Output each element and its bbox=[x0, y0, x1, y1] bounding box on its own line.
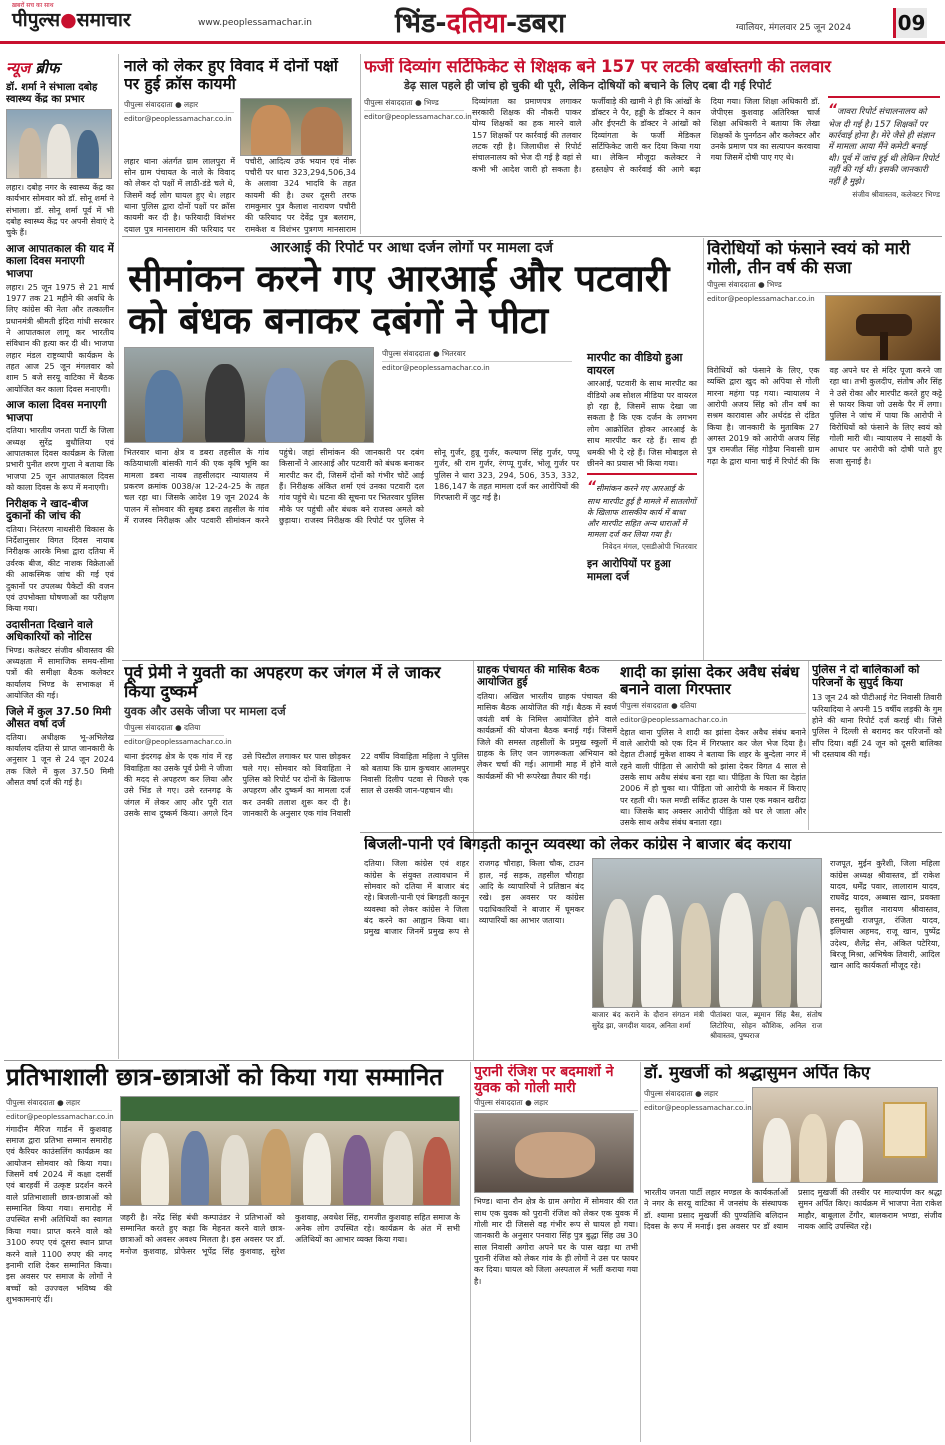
news-brief-title bbox=[6, 58, 114, 78]
brief-photo bbox=[6, 109, 112, 179]
column-divider bbox=[118, 54, 119, 1059]
brief-body: दतिया। अधीक्षक भू-अभिलेख कार्यालय दतिया से प्राप्त जानकारी के अनुसार 1 जून से 24 जून 2024 तक जिले में कुल 37.50 मिमी औसत वर्षा दर्ज की गई है। bbox=[6, 732, 114, 788]
brief-headline: उदासीनता दिखाने वाले अधिकारियों को नोटिस bbox=[6, 618, 93, 644]
email-link[interactable]: editor@peoplessamachar.co.in bbox=[644, 1103, 752, 1112]
byline: पीपुल्स संवाददाता ● भिण्ड bbox=[707, 278, 942, 293]
brand-part-1: पीपुल्स bbox=[12, 9, 61, 31]
row-divider bbox=[4, 1060, 942, 1061]
email-link[interactable]: editor@peoplessamachar.co.in bbox=[382, 363, 490, 372]
article-bandh bbox=[364, 836, 942, 1058]
photo-caption: बाजार बंद कराने के दौरान संगठन मंत्री सुरेंद्र झा, जगदीश यादव, अनिता शर्मा bbox=[592, 1010, 704, 1030]
article-fake-certificate bbox=[364, 58, 940, 234]
column-divider bbox=[640, 1062, 641, 1442]
brief-headline: डॉ. शर्मा ने संभाला दबोह स्वास्थ्य केंद्र का प्रभार bbox=[6, 82, 98, 105]
quote-text: सीमांकन करने गए आरआई के साथ मारपीट हुई है मामले में सातलोगों के खिलाफ शासकीय कार्य में बाधा और मारपीट सहित अन्य धाराओं में मामला दर्ज कर लिया गया है। bbox=[587, 484, 697, 539]
section-part-3: -डबरा bbox=[506, 8, 566, 39]
headline: ग्राहक पंचायत की मासिक बैठक आयोजित हुई bbox=[477, 664, 600, 689]
brand-part-2: समाचार bbox=[76, 9, 131, 31]
email-link[interactable]: editor@peoplessamachar.co.in bbox=[364, 112, 472, 121]
headline: डॉ. मुखर्जी को श्रद्धासुमन अर्पित किए bbox=[644, 1064, 870, 1082]
headline: बिजली-पानी एवं बिगड़ती कानून व्यवस्था को लेकर कांग्रेस ने बाजार बंद कराया bbox=[364, 836, 791, 853]
website-link[interactable]: www.peoplessamachar.in bbox=[198, 18, 312, 28]
section-part-1: भिंड- bbox=[395, 8, 447, 39]
article-photo bbox=[124, 347, 374, 443]
brief-title-a: न्यूज bbox=[6, 59, 36, 77]
photo-caption: पीतांबरा पाल, ब्यूमान सिंह बैस, संतोष लिटोरिया, सोहन कौशिक, अनिल राज श्रीवास्तव, पुष्पराज bbox=[710, 1010, 822, 1040]
article-body: थाना इंदरगढ़ क्षेत्र के एक गांव में रह विवाहिता का उसके पूर्व प्रेमी ने जीजा की मदद से अपहरण कर लिया और उसे भिंड ले गए। उसे रतनगढ़ के जंगल में लेकर आए और पूरी रात उसके साथ दुष्कर्म किया। अगले दिन उसे पिस्टौल लगाकर घर पास छोड़कर चले गए। सोमवार को विवाहिता ने पुलिस को रिपोर्ट पर दोनों के खिलाफ अपहरण और दुष्कर्म का मामला दर्ज कर उनकी तलाश शुरू कर दी है। जानकारी के अनुसार एक गांव निवासी 22 वर्षीय विवाहिता महिला ने पुलिस को बताया कि ग्राम कुचवार आलमपुर निवासी दिलीप पटवा से पिछले एक साल से उसकी जान-पहचान थी। bbox=[124, 752, 469, 818]
article-photo bbox=[120, 1096, 460, 1206]
byline: पीपुल्स संवाददाता ● भिण्ड bbox=[364, 96, 464, 111]
row-divider bbox=[122, 236, 942, 237]
official-quote bbox=[587, 473, 697, 540]
kicker: आरआई की रिपोर्ट पर आधा दर्जन लोगों पर मामला दर्ज bbox=[270, 240, 553, 256]
subheadline: युवक और उसके जीजा पर मामला दर्ज bbox=[124, 703, 286, 718]
email-link[interactable]: editor@peoplessamachar.co.in bbox=[620, 715, 728, 724]
article-body-continued: राजपूत, मुईन कुरैशी, जिला महिला कांग्रेस अध्यक्ष श्रीवास्तव, डॉ राकेश यादव, धर्मेंद्र पवार, लालाराम यादव, राघवेंद्र यादव, अब्बास खान, प्रवक्ता सनद, सुशील नारायण श्रीवास्तव, हसमुखी राजपूत, रंजिता यादव, इलियास अहमद, राजू खान, पुष्पेंद्र उदेश्य, शैलेंद्र सेन, अंकित पटेरिया, बिरजू मिश्रा, अभिषेक तिवारी, आदिल खान आदि कार्यकर्ता मौजूद रहे। bbox=[830, 859, 940, 971]
article-body: दतिया। अखिल भारतीय ग्राहक पंचायत की मासिक बैठक आयोजित की गई। बैठक में स्वर्ण जयंती वर्ष के निमित्त आयोजित होने वाले कार्यक्रमों की योजना बैठक बनाई गई। जिसमें जिले की समस्त तहसीलों के प्रमुख स्कूलों में ग्राहक के लिए जन जागरूकता अभियान को लेकर चर्चा की गई। आगामी माह में होने वाले कार्यक्रमों की भी रूपरेखा तैयार की गई। bbox=[477, 692, 617, 781]
page-section-title bbox=[395, 3, 565, 40]
email-link[interactable]: editor@peoplessamachar.co.in bbox=[6, 1112, 114, 1121]
quote-text: जावरा रिपोर्ट संचालनालय को भेज दी गई है। 157 शिक्षकों पर कार्रवाई होना है। मेरे जैसे ही संज्ञान में मामला आया मैंने कमेटी बनाई थी। पूर्व में जांच हुई थी लेकिन रिपोर्ट नहीं की गई थी। इसकी जानकारी नहीं है मुझे। bbox=[828, 106, 939, 187]
tagline: ख़बरों सच का साथ bbox=[12, 2, 54, 9]
headline: पुलिस ने दो बालिकाओं को परिजनों के सुपुर्द किया bbox=[812, 664, 920, 689]
email-link[interactable]: editor@peoplessamachar.co.in bbox=[124, 738, 232, 747]
side-body: आरआई, पटवारी के साथ मारपीट का वीडियो अब सोशल मीडिया पर वायरल हो रहा है, जिसमें साफ देखा जा सकता है कि एक दर्जन के लगभग लोग आक्रोशित होकर आरआई के साथ मारपीट कर रहे हैं। साथ ही धमकी भी दे रहे हैं। जिस मोबाइल से छीनने का प्रयास भी किया गया। bbox=[587, 379, 697, 468]
headline: पुरानी रंजिश पर बदमाशों ने युवक को गोली मारी bbox=[474, 1064, 614, 1097]
article-girls-returned bbox=[812, 664, 942, 832]
brief-headline: जिले में कुल 37.50 मिमी औसत वर्षा दर्ज bbox=[6, 705, 111, 731]
byline: पीपुल्स संवाददाता ● लहार bbox=[474, 1096, 638, 1111]
article-photo bbox=[592, 858, 822, 1008]
byline: पीपुल्स संवाददाता ● दतिया bbox=[620, 699, 806, 714]
article-marriage-fraud bbox=[620, 664, 806, 832]
headline: प्रतिभाशाली छात्र-छात्राओं को किया गया सम्मानित bbox=[6, 1064, 443, 1091]
brief-headline: निरीक्षक ने खाद-बीज दुकानों की जांच की bbox=[6, 497, 89, 523]
article-self-shooting bbox=[707, 240, 942, 658]
brief-title-b: ब्रीफ bbox=[35, 59, 60, 77]
side-headline: मारपीट का वीडियो हुआ वायरल bbox=[587, 350, 683, 378]
headline: नाले को लेकर हुए विवाद में दोनों पक्षों पर हुई क्रॉस कायमी bbox=[124, 58, 338, 93]
column-divider bbox=[470, 1062, 471, 1442]
brief-body: भिण्ड। कलेक्टर संजीव श्रीवास्तव की अध्यक्षता में सामाजिक समय-सीमा पत्रों की समीक्षा बैठक कलेक्टर कार्यालय भिण्ड के सभाकक्ष में आयोजित की गई। bbox=[6, 645, 114, 701]
headline: शादी का झांसा देकर अवैध संबंध बनाने वाला गिरफ्तार bbox=[620, 664, 800, 699]
article-body: 13 जून 24 को पीटीआई गेट निवासी तिवारी फरियादिया ने अपनी 15 वर्षीय लड़की के गुम होने की थाना रिपोर्ट दर्ज कराई थी। जिसे पुलिस ने दिल्ली से बरामद कर परिजनों को सौंप दिया। वहीं 24 जून को दूसरी बालिका भी दस्तयाब की गई। bbox=[812, 693, 942, 760]
brief-body: लहार। दबोह नगर के स्वास्थ्य केंद्र का कार्यभार सोमवार को डॉ. सोनू शर्मा ने संभाला। डॉ. सोनू शर्मा पूर्व में भी दबोह स्वास्थ्य केंद्र पर अपनी सेवाएं दे चुके हैं। bbox=[6, 183, 114, 238]
brief-headline: आज काला दिवस मनाएगी भाजपा bbox=[6, 399, 107, 424]
article-nale-dispute bbox=[124, 58, 356, 234]
article-body: दिव्यांगता का प्रमाणपत्र लगाकर सरकारी शिक्षक की नौकरी पाकर योग्य शिक्षकों का हक मारने वाले 157 शिक्षकों पर कार्रवाई की तलवार लटक रही है। जिलाधीश से रिपोर्ट संचालनालय को भेज दी गई है वहां से कभी भी आदेश जारी हो सकता है। फर्जीवाड़े की खामी ने ही कि आंखों के डॉक्टर ने पैर, हड्डी के डॉक्टर ने कान और ईएनटी के डॉक्टर ने आंखों को दिव्यांगता के फर्जी मेडिकल सर्टिफिकेट जारी कर दिया किया गया था। लेकिन मौजूदा कलेक्टर ने हस्तक्षेप से कार्रवाई की आगे बढ़ा दिया गया। जिला शिक्षा अधिकारी डॉ. जेपीएस कुशवाह अतिरिक्त चार्ज शिक्षा अधिकारी ने बताया कि लेखा शिक्षकों के पुनर्गठन और कलेक्टर और उनके प्रमाण पत्र का सत्यापन करवाया गया जिसमें दोषी पाए गए थे। bbox=[472, 96, 820, 174]
article-body: दतिया। जिला कांग्रेस एवं शहर कांग्रेस के संयुक्त तत्वावधान में सोमवार को दतिया में बाजार बंद रहे। बिजली-पानी एवं बिगड़ती कानून व्यवस्था को लेकर कांग्रेस ने जिला बंद करने का आह्वान किया था। प्रमुख बाजार जिनमें प्रमुख रूप से राजगढ़ चौराहा, किला चौक, टाउन हाल, नई सड़क, तहसील चौराहा आदि के व्यापारियों ने प्रतिष्ठान बंद रखे। इस अवसर पर कांग्रेस पदाधिकारियों ने बाजार में घूमकर व्यापारियों का आभार जताया। bbox=[364, 859, 584, 937]
side-headline: इन आरोपियों पर हुआ मामला दर्ज bbox=[587, 558, 671, 583]
article-photo bbox=[474, 1113, 634, 1193]
article-body: विरोधियों को फंसाने के लिए, एक व्यक्ति द्वारा खुद को अपिया से गोली मारना महंगा पड़ गया। न्यायालय ने आरोपी अजय सिंह को तीन वर्ष का सश्रम कारावास और अर्थदंड से दंडित किया है। जानकारी के मुताबिक 27 अगस्त 2019 को आरोपी अजय सिंह पुत्र रामजीत सिंह गोड़ैया निवासी ग्राम गढ़ा के द्वारा थाना चाई में रिपोर्ट की कि वह अपने घर से मंदिर पूजा करने जा रहा था। तभी कुलदीप, संतोष और सिंह ने उसे रोका और मारपीट करते हुए कट्टे से फायर किया जो उसके पैर में लगा। पुलिस ने जांच में पाया कि आरोपी ने विरोधियों को फंसाने के लिए स्वयं को गोली मारी थी। न्यायालय ने साक्ष्यों के आधार पर आरोपी को दोषी पाते हुए सजा सुनाई है। bbox=[707, 365, 942, 466]
quote-signature: संजीव श्रीवास्तव, कलेक्टर भिण्ड bbox=[852, 190, 940, 200]
masthead bbox=[0, 0, 945, 44]
email-link[interactable]: editor@peoplessamachar.co.in bbox=[707, 294, 815, 303]
logo-dot-icon: ● bbox=[60, 9, 77, 31]
article-student-honor bbox=[6, 1064, 466, 1442]
official-quote bbox=[828, 96, 940, 189]
brief-body: दतिया। भारतीय जनता पार्टी के जिला अध्यक्ष सुरेंद्र बुधौलिया एवं आपातकाल दिवस कार्यक्रम के जिला प्रभारी पुनीत शरण गुप्ता ने बताया कि भाजपा 25 जून आपातकाल दिवस को काला दिवस के रूप में मनाएगी। bbox=[6, 426, 114, 493]
page-number: 09 bbox=[893, 8, 927, 38]
byline: पीपुल्स संवाददाता ● लहार bbox=[6, 1096, 112, 1111]
article-shooting bbox=[474, 1064, 638, 1442]
news-brief-column bbox=[6, 58, 114, 1056]
headline: सीमांकन करने गए आरआई और पटवारी को बंधक बनाकर दबंगों ने पीटा bbox=[128, 257, 670, 342]
brief-body: दतिया। निरंतरण नाथसीरी विकास के निर्देशानुसार विगत दिवस नायाब निरीक्षक आरके मिश्रा द्वारा दतिया में उर्वरक बीज, कीट नाशक विक्रेताओं की आकस्मिक जांच की गई एवं दुकानों पर उपलब्ध पैकेटों की वजन एवं उपभोक्ता घोषणाओं का परीक्षण किया गया। bbox=[6, 524, 114, 614]
subheadline: डेढ़ साल पहले ही जांच हो चुकी थी पूरी, लेकिन दोषियों को बचाने के लिए दबा दी गई रिपोर्ट bbox=[404, 78, 772, 92]
article-body: लहार थाना अंतर्गत ग्राम लालपुरा में सोन ग्राम पंचायत के नाले के विवाद को लेकर दो पक्षों में लाठी-डंडे चले थे, जिसमें कई लोग घायल हुए थे। लहार थाना पुलिस द्वारा दोनों पक्षों पर क्रॉस कायमी कर दी है। फरियादी विशंभर दयाल पुत्र मानसाराम की फरियाद पर पचौरी, आदित्य उर्फ भयान एवं नीरू पचौरी पर धारा 323,294,506,34 के अलावा 324 भादवि के तहत कायमी की है। उधर दूसरी तरफ रामकुमार पुत्र कैलाश नारायण पचौरी की फरियाद पर देवेंद्र पुत्र बलराम, रामकेश व विशंभर पुत्रगण मानसाराम bbox=[124, 156, 356, 234]
column-divider bbox=[703, 238, 704, 660]
article-photo bbox=[240, 98, 352, 156]
portrait-frame-icon bbox=[883, 1102, 927, 1158]
article-body: देहात थाना पुलिस ने शादी का झांसा देकर अवैध संबंध बनाने वाले आरोपी को एक दिन में गिरफ्तार कर जेल भेज दिया है। देहात टीआई मुकेश शाक्य ने बताया कि शहर के बुन्देला नगर में रहने वाली पीड़िता से आरोपी को झांसा देकर विगत 4 साल से उसके साथ अवैध संबंध बना रहा था। पीड़िता के पिता का देहांत 2006 में हो चुका था। पीड़िता जो आरोपी के मकान में किराए पर रहती थी। फल मण्डी सर्किट हाउस के पास एक मकान खरीदा था। जिसके बाद अक्सर आरोपी पीड़िता को घर ले जाता और उसके साथ अवैध संबंध बनाता रहा। bbox=[620, 727, 806, 828]
quote-mark-icon: “ bbox=[587, 479, 597, 496]
quote-signature: निवेदन मंगल, एसडीओपी भितरवार bbox=[602, 542, 697, 552]
headline: फर्जी दिव्यांग सर्टिफिकेट से शिक्षक बने 157 पर लटकी बर्खास्तगी की तलवार bbox=[364, 58, 832, 76]
article-ri-attack bbox=[124, 240, 699, 658]
newspaper-logo bbox=[12, 6, 131, 32]
article-mukherjee-tribute bbox=[644, 1064, 942, 1442]
byline: पीपुल्स संवाददाता ● लहार bbox=[124, 98, 234, 113]
article-body: भारतीय जनता पार्टी लहार मण्डल के कार्यकर्ताओं ने नगर के सरयू वाटिका में जनसंघ के संस्थापक डॉ. श्यामा प्रसाद मुखर्जी की पुण्यतिथि बलिदान दिवस के रूप में मनाई। इस अवसर पर डॉ श्याम प्रसाद मुखर्जी की तस्वीर पर माल्यार्पण कर श्रद्धा सुमन अर्पित किए। कार्यक्रम में भाजपा नेता राकेश माहौर, बाबूलाल टेंगौर, बालकराम भण्डा, संजीव नायक आदि उपस्थित रहे। bbox=[644, 1187, 942, 1232]
quote-mark-icon: “ bbox=[828, 101, 838, 118]
article-body-continued: जहरी है। नरेंद्र सिंह बंधी कम्पाउंडर ने प्रतिभाओं को सम्मानित करते हुए कहा कि मेहनत करने वाले छात्र-छात्राओं को अवसर अवश्य मिलता है। इस अवसर पर डॉ. मनोज कुशवाह, प्रोफेसर भूपेंद्र सिंह कुशवाह, सुरेश कुशवाह, अवधेश सिंह, रामजीत कुशवाह सहित समाज के अनेक लोग उपस्थित रहे। कार्यक्रम के अंत में सभी अतिथियों का आभार व्यक्त किया गया। bbox=[120, 1212, 460, 1256]
byline: पीपुल्स संवाददाता ● दतिया bbox=[124, 721, 224, 736]
article-consumer-meeting bbox=[477, 664, 617, 832]
dateline: ग्वालियर, मंगलवार 25 जून 2024 bbox=[736, 23, 852, 33]
column-divider bbox=[360, 54, 361, 234]
article-body: भितरवार थाना क्षेत्र व डबरा तहसील के गांव कठियाथाली बांसकी गार्न की एक कृषि भूमि का मामला डबरा नायब तहसीलदार न्यायालय में प्रकरण क्रमांक 0038/अ 12-24-25 के तहत चल रहा था। जिसके आदेश 19 जून 2024 के पालन में सोमवार की सुबह डबरा तहसील के गांव में राजस्व निरीक्षक और पटवारी सीमांकन करने पहुंचे। जहां सीमांकन की जानकारी पर दबंग किसानों ने आरआई और पटवारी को बंधक बनाकर मारपीट कर दी, जिसमें दोनों को गंभीर चोटें आई हैं। निरीक्षक अंकित शर्मा एवं उनका पटवारी दल गांव पहुंचे थे। घटना की सूचना पर भितरवार पुलिस मौके पर पहुंची और बंधक बने राजस्व अमले को छुड़ाया। राजस्व निरीक्षक की रिपोर्ट पर पुलिस ने सोनू गुर्जर, हुन्नू गुर्जर, कल्याण सिंह गुर्जर, पप्पू गुर्जर, श्री राम गुर्जर, रंगप्पू गुर्जर, भोलू गुर्जर पर पुलिस ने धारा 323, 294, 506, 353, 332, 186,147 के तहत मामला दर्ज कर आरोपियों की गिरफ्तारी में जुट गई है। bbox=[124, 447, 579, 526]
article-body: भिण्ड। थाना रौन क्षेत्र के ग्राम अगोरा में सोमवार की रात साथ एक युवक को पुरानी रंजिश को लेकर एक युवक में गोली मार दी जिससे वह गंभीर रूप से घायल हो गया। जानकारी के अनुसार पनवारा सिंह पुत्र बुद्धा सिंह उम्र 30 साल निवासी अगोरा अपने घर के पास खड़ा था तभी पुरानी रंजिश को लेकर गांव के ही लोगों ने उस पर फायर कर दिया। घायल को जिला अस्पताल में भर्ती कराया गया है। bbox=[474, 1197, 638, 1286]
article-photo bbox=[752, 1087, 938, 1183]
section-part-2: दतिया bbox=[446, 8, 506, 39]
row-divider bbox=[122, 660, 942, 661]
brief-headline: आज आपातकाल की याद में काला दिवस मनाएगी भाजपा bbox=[6, 242, 114, 280]
byline: पीपुल्स संवाददाता ● भितरवार bbox=[382, 347, 572, 362]
byline: पीपुल्स संवाददाता ● लहार bbox=[644, 1087, 744, 1102]
column-divider bbox=[808, 660, 809, 830]
headline: विरोधियों को फंसाने स्वयं को मारी गोली, तीन वर्ष की सजा bbox=[707, 240, 910, 277]
headline: पूर्व प्रेमी ने युवती का अपहरण कर जंगल में ले जाकर किया दुष्कर्म bbox=[124, 664, 441, 701]
article-photo bbox=[825, 295, 941, 361]
email-link[interactable]: editor@peoplessamachar.co.in bbox=[124, 114, 232, 123]
injured-person-figure bbox=[515, 1132, 595, 1178]
article-body: गंगादीन मैरिज गार्डन में कुशवाह समाज द्वारा प्रतिभा सम्मान समारोह एवं कैरियर काउंसलिंग कार्यक्रम का आयोजन सोमवार को किया गया। जिसमें वर्ष 2024 में कक्षा दसवीं एवं बारहवीं में उत्कृष्ट प्रदर्शन करने वाले प्रतिभाशाली छात्र-छात्राओं को सम्मानित किया गया। समारोह में उपस्थित सभी अतिथियों का स्वागत किया गया। प्राप्त करने वाले को 3100 रुपए एवं दूसरा स्थान प्राप्त करने वाले 1100 रुपए की नगद इनामी राशि देकर सम्मानित किया। इस अवसर पर समाज के लोगों ने बच्चों को उज्ज्वल भविष्य की शुभकामनाएं दीं। bbox=[6, 1124, 112, 1304]
brief-body: लहार। 25 जून 1975 से 21 मार्च 1977 तक 21 महीने की अवधि के लिए कांग्रेस की नेता और तत्कालीन प्रधानमंत्री श्रीमती इंदिरा गांधी सरकार ने आपातकाल लागू कर भारतीय संविधान की हत्या कर दी थी। भाजपा लहार मंडल राष्ट्रव्यापी कार्यक्रम के तहत आज 25 जून मंगलवार को शाम 5 बजे सरयू वाटिका में बैठक आयोजित कर काला दिवस मनाएगी। bbox=[6, 282, 114, 394]
